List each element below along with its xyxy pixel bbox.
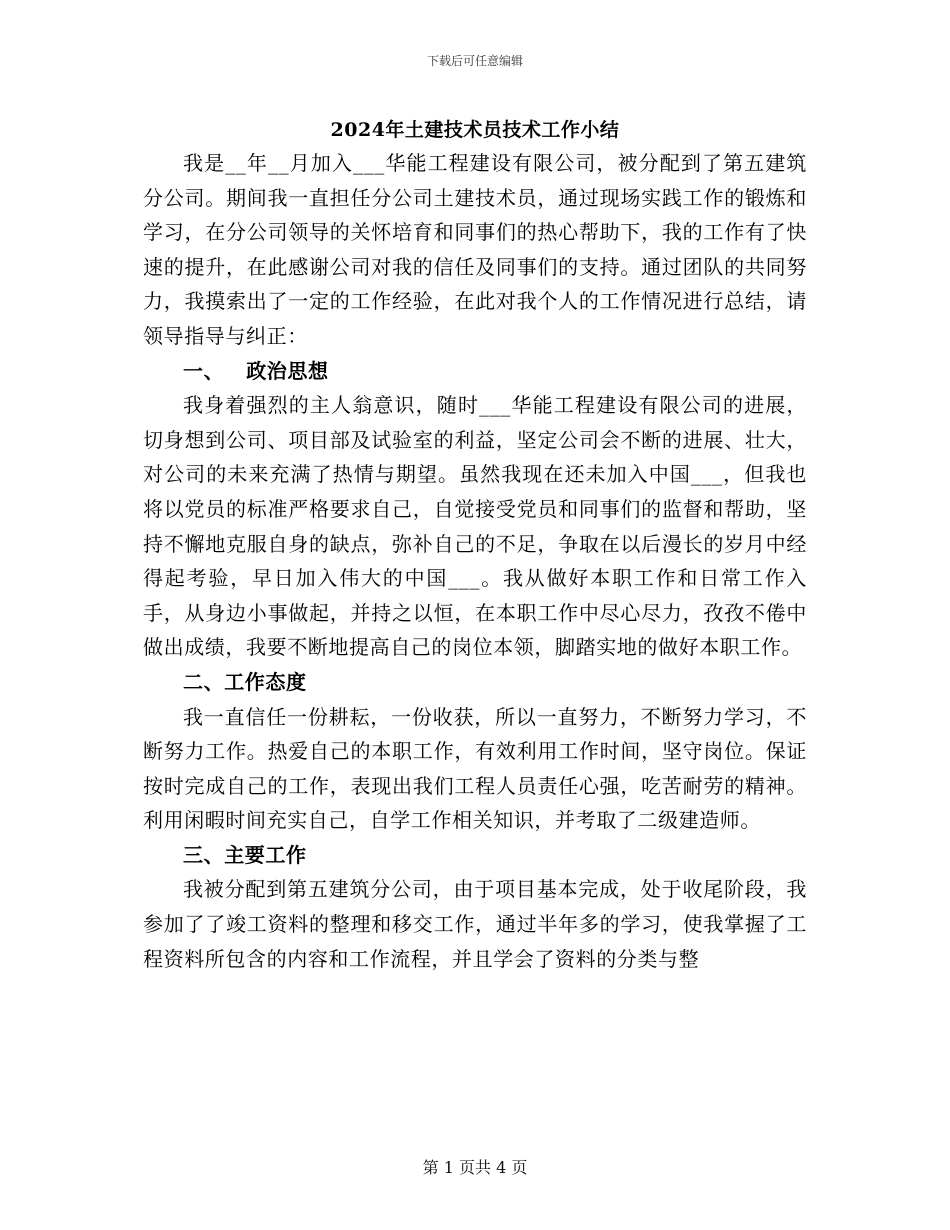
section-title: 主要工作 [224,842,307,867]
intro-paragraph: 我是__年__月加入___华能工程建设有限公司，被分配到了第五建筑分公司。期间我一直担任分公司土建技术员，通过现场实践工作的锻炼和学习，在分公司领导的关怀培育和同事们的热心帮助下，我的工作有了快速的提升，在此感谢公司对我的信任及同事们的支持。通过团队的共同努力，我摸索出了一定的工作经验，在此对我个人的工作情况进行总结，请领导指导与纠正： [143,151,807,348]
section-title: 政治思想 [246,358,329,383]
section-heading-main-work [143,838,807,873]
section-number: 二、 [183,669,225,694]
document-title: 2024年土建技术员技术工作小结 [330,119,620,141]
section-number: 一、 [183,358,225,383]
document-body [143,146,807,976]
section-body-main-work: 我被分配到第五建筑分公司，由于项目基本完成，处于收尾阶段，我参加了了竣工资料的整理和移交工作，通过半年多的学习，使我掌握了工程资料所包含的内容和工作流程，并且学会了资料的分类与整 [143,877,807,971]
section-body-attitude: 我一直信任一份耕耘，一份收获，所以一直努力，不断努力学习，不断努力工作。热爱自己的本职工作，有效利用工作时间，坚守岗位。保证按时完成自己的工作，表现出我们工程人员责任心强，吃苦耐劳的精神。利用闲暇时间充实自己，自学工作相关知识，并考取了二级建造师。 [143,704,807,833]
page-header: 下载后可任意编辑 [426,54,523,68]
section-title: 工作态度 [224,669,307,694]
section-heading-politics [143,354,807,389]
page-footer: 第 1 页共 4 页 [422,1158,528,1177]
section-heading-attitude [143,665,807,700]
section-body-politics: 我身着强烈的主人翁意识，随时___华能工程建设有限公司的进展，切身想到公司、项目部及试验室的利益，坚定公司会不断的进展、壮大，对公司的未来充满了热情与期望。虽然我现在还未加入中国___，但我也将以党员的标准严格要求自己，自觉接受党员和同事们的监督和帮助，坚持不懈地克服自身的缺点，弥补自己的不足，争取在以后漫长的岁月中经得起考验，早日加入伟大的中国___。我从做好本职工作和日常工作入手，从身边小事做起，并持之以恒，在本职工作中尽心尽力，孜孜不倦中做出成绩，我要不断地提高自己的岗位本领，脚踏实地的做好本职工作。 [143,393,807,660]
section-number: 三、 [183,842,225,867]
